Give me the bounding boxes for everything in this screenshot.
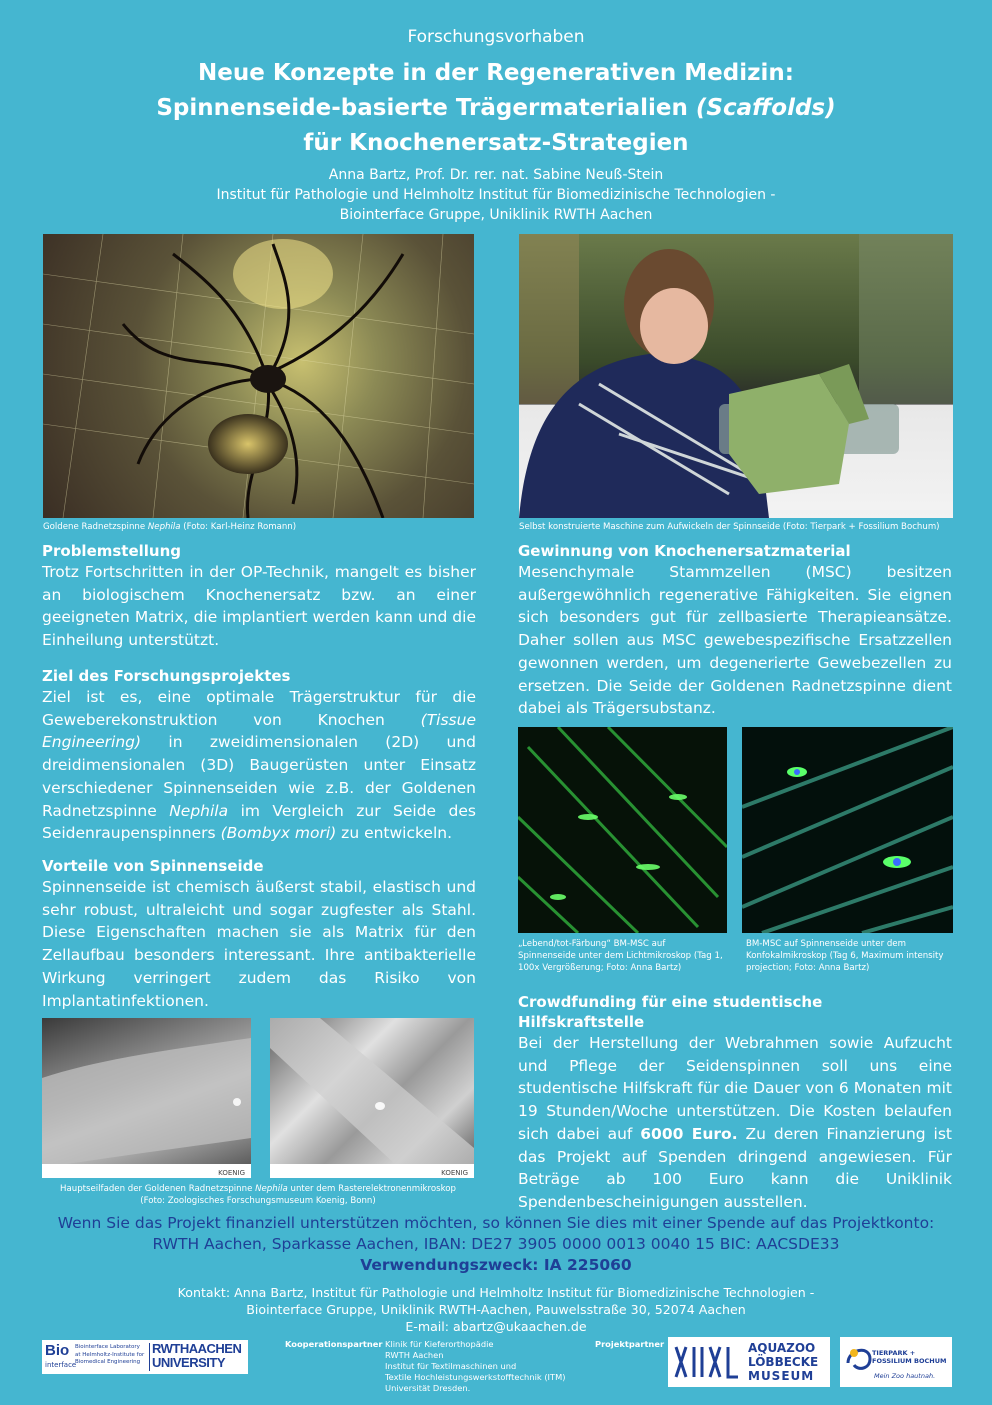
goal-text-nephila: Nephila (169, 801, 229, 820)
title-line-1: Neue Konzepte in der Regenerativen Medizin: (198, 60, 794, 86)
poster-title (0, 56, 992, 161)
logo-divider (149, 1343, 150, 1371)
goal-text-d: zu entwickeln. (336, 824, 453, 843)
problem-section (42, 541, 476, 652)
crowdfunding-section (518, 992, 952, 1214)
aquazoo-text-1: AQUAZOO (748, 1341, 816, 1355)
sem-fiber-icon (42, 1018, 251, 1178)
funding-reference: Verwendungszweck: IA 225060 (360, 1256, 632, 1274)
crowdfunding-text-b: Zu deren Finanzierung ist das Projekt auf Spenden dringend angewiesen. Für Beträge ab 100 Euro kann die Uniklinik Spendenbescheinigungen ausstellen. (518, 1124, 952, 1211)
cells-confocal-icon (742, 727, 953, 933)
poster-kicker: Forschungsvorhaben (407, 27, 585, 47)
sem-caption-line-1 (42, 1183, 474, 1195)
contact-line-2: Biointerface Gruppe, Uniklinik RWTH-Aachen, Pauwelsstraße 30, 52074 Aachen (246, 1302, 746, 1317)
contact-line-1: Kontakt: Anna Bartz, Institut für Pathologie und Helmholtz Institut für Biomedizinische Technologien - (177, 1285, 815, 1300)
tierpark-mark-icon (844, 1343, 874, 1373)
title-line-2 (0, 91, 992, 126)
advantages-text: Spinnenseide ist chemisch äußerst stabil, elastisch und sehr robust, ultraleicht und sogar zugfester als Stahl. Diese Eigenschaften machen sie als Matrix für den Zellaufbau besonders interessant. Ihre antibakterielle Wirkung verringert zudem das Risiko von Implantatinfektionen. (42, 878, 476, 1010)
bio-logo: Bio (45, 1342, 70, 1359)
rwth-logo-1: RWTHAACHEN (152, 1341, 242, 1356)
sem-image-1 (42, 1018, 251, 1178)
sem-caption-text-b: unter dem Rasterelektronenmikroskop (287, 1184, 456, 1194)
crowdfunding-amount: 6000 Euro. (640, 1124, 738, 1143)
funding-bank-details: RWTH Aachen, Sparkasse Aachen, IBAN: DE27 3905 0000 0013 0040 15 BIC: AACSDE33 (152, 1235, 840, 1253)
microscopy-image-1 (518, 727, 727, 933)
sem-caption-line-2: (Foto: Zoologisches Forschungsmuseum Koenig, Bonn) (140, 1196, 376, 1206)
bio-logo-sub: interface (45, 1361, 77, 1369)
bio-text-2: at Helmholtz-Institute for (75, 1351, 145, 1358)
sem-label-2: KOENIG (441, 1169, 468, 1177)
goal-text-c: im Vergleich zur Seide des Seidenraupenspinners (42, 801, 477, 843)
project-partner-label: Projektpartner (595, 1339, 665, 1349)
crowdfunding-text-a: Bei der Herstellung der Webrahmen sowie Aufzucht und Pflege der Seidenspinnen soll uns eine studentische Hilfskraft für die Dauer von 6 Monaten mit 19 Stunden/Woche unterstützen. Die Kosten belaufen sich dabei auf (518, 1034, 952, 1143)
bio-text (75, 1344, 144, 1367)
tierpark-slogan: Mein Zoo hautnah. (874, 1372, 936, 1380)
tierpark-text (872, 1349, 946, 1365)
cells-green-icon (518, 727, 727, 933)
title-line-2-italic: (Scaffolds) (695, 95, 836, 121)
spider-caption (43, 521, 296, 533)
funding-block (0, 1213, 992, 1276)
sem-caption (42, 1183, 474, 1207)
aquazoo-text (748, 1341, 818, 1383)
goal-text-tissue: (Tissue Engineering) (42, 710, 476, 752)
aquazoo-text-3: MUSEUM (748, 1369, 815, 1383)
problem-title: Problemstellung (42, 542, 182, 560)
crowdfunding-text (518, 1032, 952, 1214)
problem-text: Trotz Fortschritten in der OP-Technik, mangelt es bisher an biologischem Knochenersatz bzw. an einer geeigneten Matrix, die implantiert werden kann und die Einheilung unterstützt. (42, 563, 476, 650)
coop-list (385, 1339, 565, 1394)
spider-photo (43, 234, 474, 518)
goal-text (42, 686, 476, 845)
coop-5: Universität Dresden. (385, 1383, 471, 1393)
sem-image-2 (270, 1018, 474, 1178)
institute-line-1: Institut für Pathologie und Helmholtz Institut für Biomedizinische Technologien - (216, 187, 776, 203)
tierpark-text-2: FOSSILIUM BOCHUM (872, 1357, 947, 1365)
sem-caption-nephila: Nephila (255, 1184, 288, 1194)
coop-label: Kooperationspartner (285, 1339, 383, 1349)
sem-caption-text-a: Hauptseilfaden der Goldenen Radnetzspinne (60, 1184, 256, 1194)
coop-3: Institut für Textilmaschinen und (385, 1361, 517, 1371)
bio-text-1: Biointerface Laboratory (75, 1344, 140, 1350)
title-line-3: für Knochenersatz-Strategien (303, 130, 689, 156)
gain-title: Gewinnung von Knochenersatzmaterial (518, 542, 851, 560)
title-line-2-text: Spinnenseide-basierte Trägermaterialien (156, 95, 696, 121)
authors-block (0, 165, 992, 225)
authors: Anna Bartz, Prof. Dr. rer. nat. Sabine Neuß-Stein (328, 167, 664, 183)
gain-text: Mesenchymale Stammzellen (MSC) besitzen außergewöhnlich regenerative Fähigkeiten. Sie eignen sich besonders gut für zellbasierte Therapieansätze. Daher sollen aus MSC gewebespezifische Ersatzzellen gewonnen werden, um degenerierte Gewebezellen zu ersetzen. Die Seide der Goldenen Radnetzspinne dient dabei als Trägersubstanz. (518, 563, 952, 718)
biointerface-rwth-logo (42, 1340, 248, 1374)
goal-section (42, 666, 476, 845)
goal-title: Ziel des Forschungsprojektes (42, 667, 291, 685)
crowdfunding-title: Crowdfunding für eine studentische Hilfskraftstelle (518, 993, 823, 1031)
coop-2: RWTH Aachen (385, 1350, 444, 1360)
funding-line-1: Wenn Sie das Projekt finanziell unterstützen möchten, so können Sie dies mit einer Spende auf das Projektkonto: (57, 1214, 935, 1232)
tierpark-logo (840, 1337, 952, 1387)
aquazoo-logo (668, 1337, 830, 1387)
aquazoo-text-2: LÖBBECKE (748, 1355, 819, 1369)
rwth-logo (152, 1342, 241, 1370)
sem-fiber-icon (270, 1018, 474, 1178)
bio-text-3: Biomedical Engineering (75, 1359, 141, 1365)
coop-4: Textile Hochleistungswerkstofftechnik (ITM) (385, 1372, 566, 1382)
institute-line-2: Biointerface Gruppe, Uniklinik RWTH Aachen (339, 207, 653, 223)
gain-section (518, 541, 952, 720)
goal-text-bombyx: (Bombyx mori) (220, 824, 337, 843)
spider-caption-credit: (Foto: Karl-Heinz Romann) (180, 522, 297, 532)
machine-caption: Selbst konstruierte Maschine zum Aufwickeln der Spinnseide (Foto: Tierpark + Fossilium Bochum) (519, 522, 940, 532)
advantages-section (42, 856, 476, 1012)
spider-caption-text: Goldene Radnetzspinne (43, 522, 148, 532)
spider-caption-italic: Nephila (147, 522, 181, 532)
tierpark-text-1: TIERPARK + (872, 1349, 916, 1357)
contact-email[interactable]: E-mail: abartz@ukaachen.de (405, 1319, 587, 1334)
goal-text-a: Ziel ist es, eine optimale Trägerstruktur für die Geweberekonstruktion von Knochen (42, 688, 476, 729)
advantages-title: Vorteile von Spinnenseide (42, 857, 264, 875)
spider-icon (43, 234, 474, 518)
goal-text-b: in zweidimensionalen (2D) und dreidimensionalen (3D) Baugerüsten unter Einsatz verschiedener Spinnenseiden wie z.B. der Goldenen Radnetzspinne (42, 733, 476, 820)
sem-label-1: KOENIG (218, 1169, 245, 1177)
microscopy-caption-2: BM-MSC auf Spinnenseide unter dem Konfokalmikroskop (Tag 6, Maximum intensity projection; Foto: Anna Bartz) (746, 939, 944, 973)
coop-1: Klinik für Kieferorthopädie (385, 1339, 494, 1349)
microscopy-caption-1: „Lebend/tot-Färbung“ BM-MSC auf Spinnenseide unter dem Lichtmikroskop (Tag 1, 100x Vergrößerung; Foto: Anna Bartz) (518, 939, 723, 973)
microscopy-image-2 (742, 727, 953, 933)
contact-block (0, 1284, 992, 1335)
machine-photo (519, 234, 953, 518)
rwth-logo-2: UNIVERSITY (152, 1355, 226, 1370)
machine-icon (519, 234, 953, 518)
aquazoo-mark-icon (672, 1343, 742, 1381)
